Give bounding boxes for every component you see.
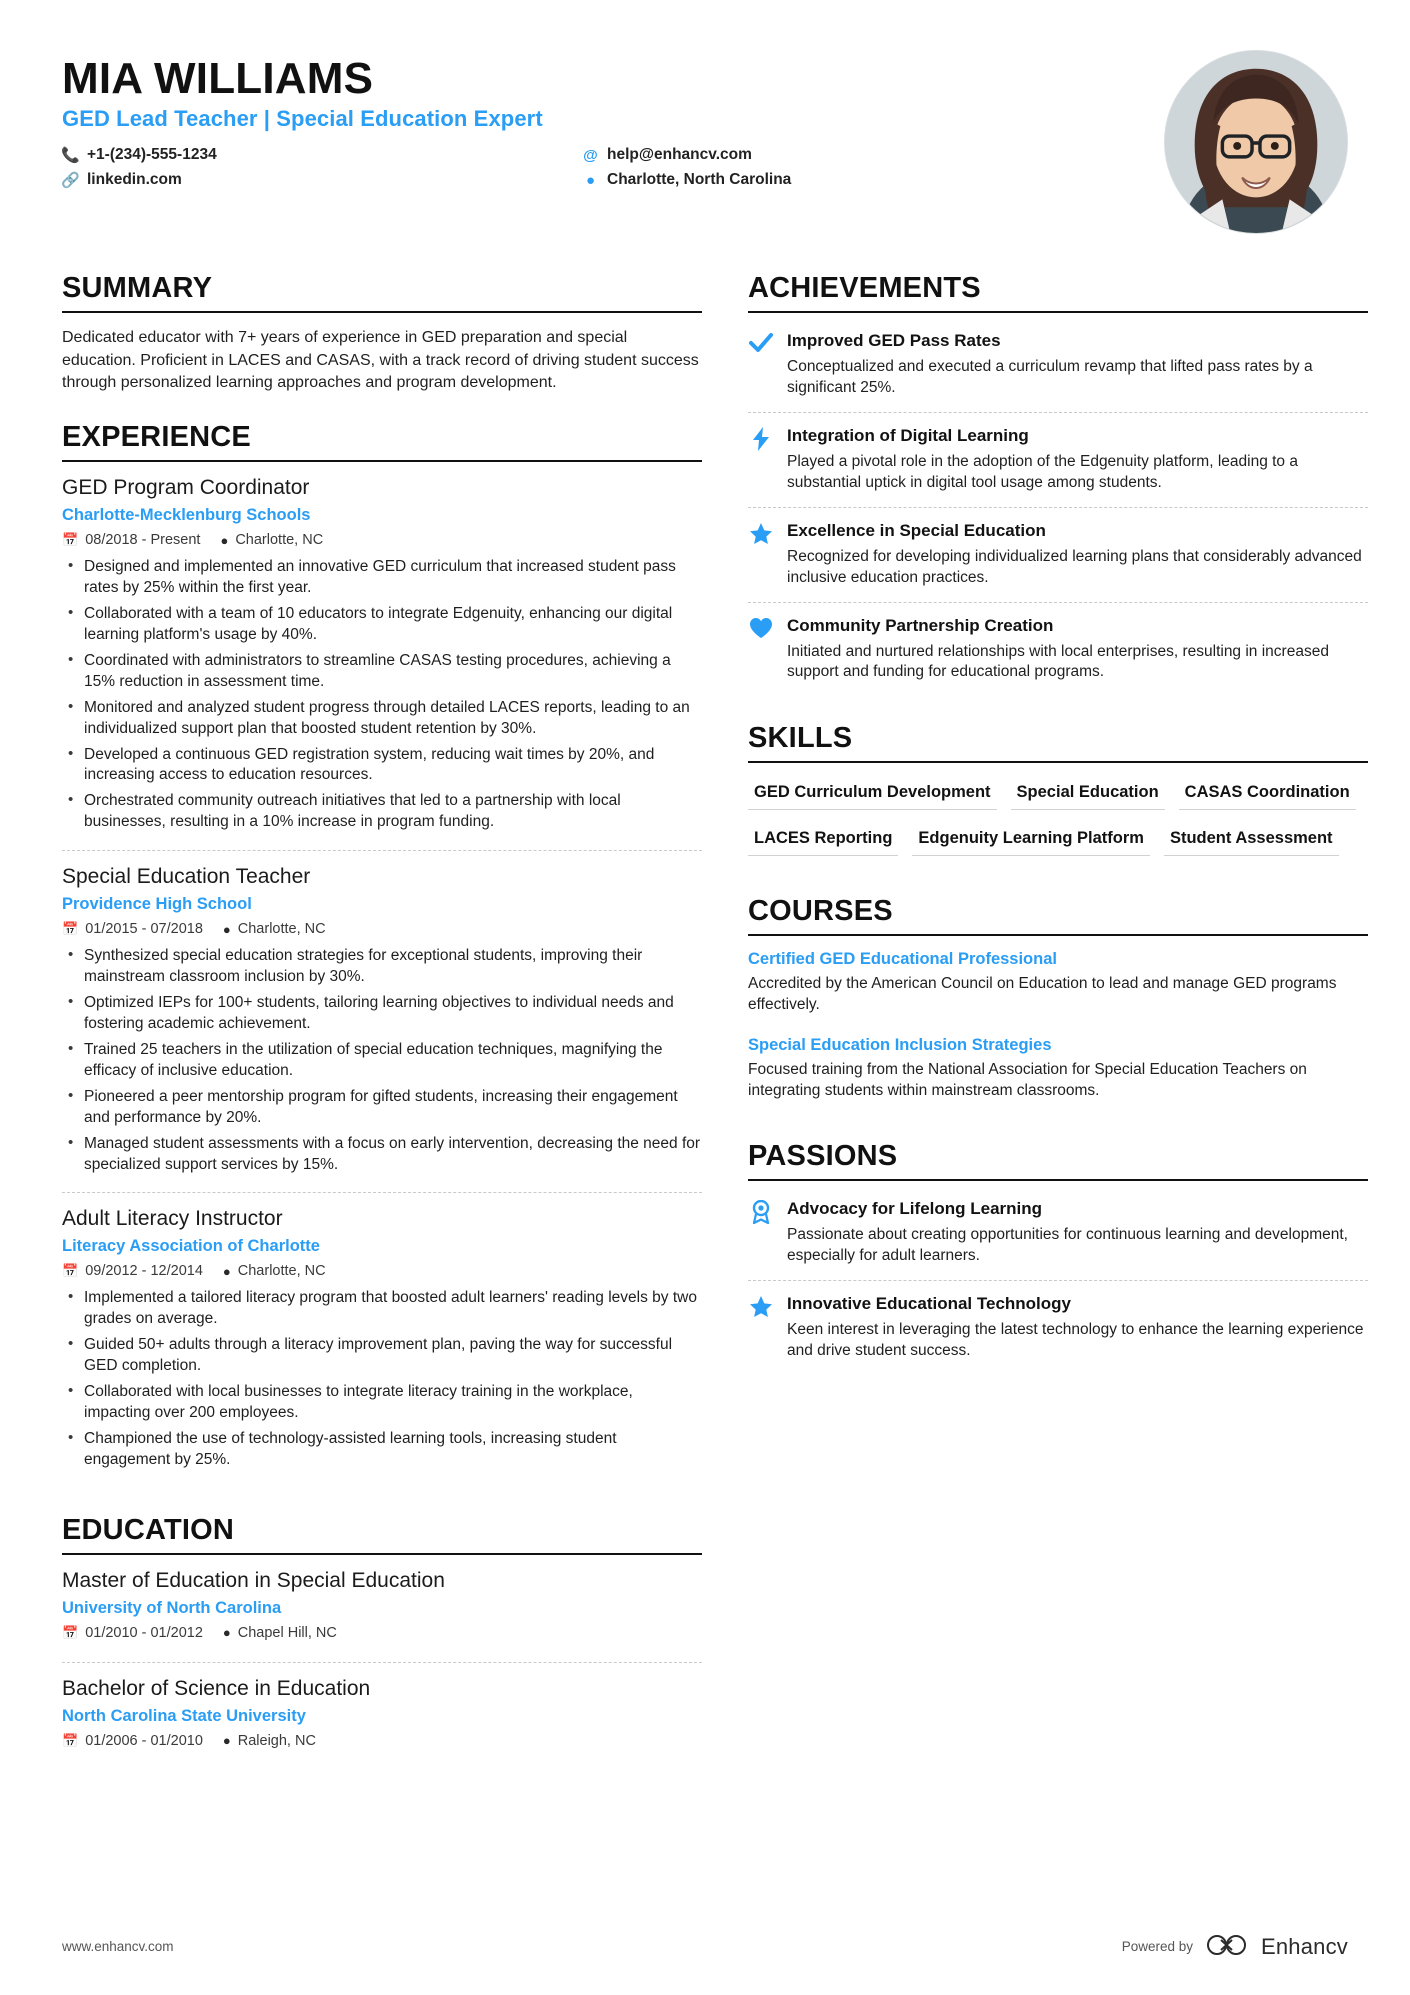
entry-location xyxy=(223,1263,326,1279)
location-icon: ● xyxy=(220,532,229,548)
course-desc: Accredited by the American Council on Education to lead and manage GED programs effectively. xyxy=(748,975,1337,1014)
location-icon: ● xyxy=(222,1263,231,1279)
medal-icon xyxy=(748,1199,774,1267)
location-icon: ● xyxy=(222,921,231,937)
experience-bullets xyxy=(62,1288,702,1470)
contact-location xyxy=(582,171,902,189)
avatar xyxy=(1164,50,1348,234)
bullet: • Developed a continuous GED registration system, reducing wait times by 20%, and increasing access to education resources. xyxy=(62,745,702,787)
experience-entry xyxy=(62,1192,702,1487)
experience-meta xyxy=(62,532,702,548)
achievement-title: Improved GED Pass Rates xyxy=(787,331,1001,350)
achievement-item xyxy=(748,412,1368,507)
skill-item: Edgenuity Learning Platform xyxy=(912,823,1150,856)
achievement-item xyxy=(748,327,1368,412)
calendar-icon: 📅 xyxy=(62,921,79,937)
summary-section xyxy=(62,272,702,395)
date-range xyxy=(62,532,200,548)
bullet: • Designed and implemented an innovative GED curriculum that increased student pass rates by 25% within the first year. xyxy=(62,557,702,599)
achievement-title: Excellence in Special Education xyxy=(787,520,1046,540)
date-range-text: 01/2015 - 07/2018 xyxy=(85,921,203,938)
achievement-item xyxy=(748,602,1368,697)
entry-location-text: Raleigh, NC xyxy=(237,1732,316,1749)
skill-item: Student Assessment xyxy=(1164,823,1339,856)
skill-item: CASAS Coordination xyxy=(1179,777,1356,810)
bullet: • Synthesized special education strategies for exceptional students, improving their mainstream classroom inclusion by 30%. xyxy=(62,946,702,988)
course-title: Special Education Inclusion Strategies xyxy=(748,1036,1052,1055)
experience-meta xyxy=(62,1263,702,1279)
star-badge-icon xyxy=(748,1294,774,1362)
contact-location-text: Charlotte, North Carolina xyxy=(607,171,792,189)
course-desc: Focused training from the National Association for Special Education Teachers on integrating students within mainstream classrooms. xyxy=(748,1061,1307,1100)
experience-org: Providence High School xyxy=(62,895,252,914)
contact-phone-text: +1-(234)-555-1234 xyxy=(87,146,217,164)
achievements-section xyxy=(748,272,1368,696)
bullet: • Guided 50+ adults through a literacy improvement plan, paving the way for successful GED completion. xyxy=(62,1335,702,1377)
experience-title: Adult Literacy Instructor xyxy=(62,1207,283,1231)
calendar-icon: 📅 xyxy=(62,532,79,548)
date-range-text: 08/2018 - Present xyxy=(85,532,201,549)
skill-item: Special Education xyxy=(1011,777,1165,810)
calendar-icon: 📅 xyxy=(62,1624,79,1640)
summary-text: Dedicated educator with 7+ years of experience in GED preparation and special education. Proficient in LACES and CASAS, with a track record of driving student success through personalized learning approaches and program development. xyxy=(62,329,699,392)
passion-title: Innovative Educational Technology xyxy=(787,1293,1072,1313)
contact-linkedin-text: linkedin.com xyxy=(87,171,182,189)
calendar-icon: 📅 xyxy=(62,1263,79,1279)
achievement-desc: Conceptualized and executed a curriculum revamp that lifted pass rates by a significant 25%. xyxy=(787,358,1313,396)
education-divider xyxy=(62,1553,702,1555)
bullet: • Optimized IEPs for 100+ students, tailoring learning objectives to individual needs and fostering academic achievement. xyxy=(62,993,702,1035)
enhancv-logo-icon xyxy=(1204,1932,1250,1961)
page-footer xyxy=(62,1932,1348,1961)
passions-heading: PASSIONS xyxy=(748,1140,898,1173)
education-entry xyxy=(62,1569,702,1662)
achievement-item xyxy=(748,507,1368,602)
bullet: • Championed the use of technology-assisted learning tools, increasing student engagement by 25%. xyxy=(62,1429,702,1471)
achievements-heading: ACHIEVEMENTS xyxy=(748,272,981,304)
brand-name: Enhancv xyxy=(1260,1933,1348,1959)
passion-item xyxy=(748,1280,1368,1375)
entry-location xyxy=(223,1733,316,1749)
achievement-title: Community Partnership Creation xyxy=(787,615,1054,635)
contact-list xyxy=(62,146,902,189)
bullet: • Collaborated with local businesses to integrate literacy training in the workplace, impacting over 200 employees. xyxy=(62,1382,702,1424)
course-item xyxy=(748,1028,1368,1114)
experience-title: GED Program Coordinator xyxy=(62,476,310,500)
bullet: • Coordinated with administrators to streamline CASAS testing procedures, achieving a 15% reduction in assessment time. xyxy=(62,651,702,693)
footer-site[interactable]: www.enhancv.com xyxy=(62,1939,174,1954)
experience-org: Charlotte-Mecklenburg Schools xyxy=(62,506,311,525)
summary-divider xyxy=(62,311,702,313)
entry-location xyxy=(223,1625,337,1641)
date-range xyxy=(62,921,203,937)
experience-entry xyxy=(62,476,702,850)
passion-desc: Passionate about creating opportunities for continuous learning and development, especially for adult learners. xyxy=(787,1226,1348,1264)
experience-bullets xyxy=(62,946,702,1175)
skills-list xyxy=(748,777,1368,869)
courses-heading: COURSES xyxy=(748,895,893,928)
contact-email-text: help@enhancv.com xyxy=(607,146,752,164)
bolt-icon xyxy=(748,426,774,494)
passion-item xyxy=(748,1195,1368,1280)
heart-icon xyxy=(748,616,774,684)
location-icon: ● xyxy=(222,1625,231,1641)
phone-icon: 📞 xyxy=(61,147,80,165)
achievement-title: Integration of Digital Learning xyxy=(787,425,1029,445)
education-section xyxy=(62,1514,702,1770)
bullet: • Monitored and analyzed student progress through detailed LACES reports, leading to an individualized support plan that boosted student retention by 30%. xyxy=(62,698,702,740)
page-title: MIA WILLIAMS xyxy=(62,54,374,103)
passion-desc: Keen interest in leveraging the latest technology to enhance the learning experience and drive student success. xyxy=(787,1320,1364,1359)
resume-header xyxy=(62,56,1348,246)
powered-by xyxy=(1122,1932,1348,1961)
left-column xyxy=(62,272,702,1796)
calendar-icon: 📅 xyxy=(62,1732,79,1748)
skills-heading: SKILLS xyxy=(748,722,853,755)
experience-divider xyxy=(62,460,702,462)
bullet: • Orchestrated community outreach initiatives that led to a partnership with local businesses, resulting in a 10% increase in program funding. xyxy=(62,791,702,833)
bullet: • Pioneered a peer mentorship program for gifted students, increasing their engagement and performance by 20%. xyxy=(62,1087,702,1129)
bullet: • Managed student assessments with a focus on early intervention, decreasing the need for specialized support services by 15%. xyxy=(62,1134,702,1176)
entry-location-text: Chapel Hill, NC xyxy=(237,1624,337,1641)
courses-section xyxy=(748,895,1368,1114)
date-range xyxy=(62,1733,203,1749)
date-range xyxy=(62,1625,203,1641)
education-heading: EDUCATION xyxy=(62,1513,235,1546)
location-icon: ● xyxy=(222,1733,231,1749)
skills-section xyxy=(748,722,1368,869)
education-title: Master of Education in Special Education xyxy=(62,1568,445,1592)
achievement-desc: Recognized for developing individualized learning plans that considerably advanced inclusive education practices. xyxy=(787,547,1362,586)
bullet: • Collaborated with a team of 10 educators to integrate Edgenuity, enhancing our digital learning platform's usage by 40%. xyxy=(62,604,702,646)
education-meta xyxy=(62,1733,702,1749)
passions-section xyxy=(748,1140,1368,1375)
bullet: • Trained 25 teachers in the utilization of special education techniques, magnifying the efficacy of inclusive education. xyxy=(62,1040,702,1082)
powered-by-label: Powered by xyxy=(1121,1939,1193,1954)
summary-heading: SUMMARY xyxy=(62,272,213,304)
courses-divider xyxy=(748,934,1368,936)
contact-email xyxy=(582,146,902,164)
email-icon: @ xyxy=(583,146,598,164)
experience-section xyxy=(62,421,702,1488)
education-org: University of North Carolina xyxy=(62,1598,282,1617)
experience-heading: EXPERIENCE xyxy=(62,421,251,454)
entry-location-text: Charlotte, NC xyxy=(237,1263,326,1280)
date-range xyxy=(62,1263,203,1279)
experience-meta xyxy=(62,921,702,937)
passions-divider xyxy=(748,1179,1368,1181)
link-icon: 🔗 xyxy=(61,172,80,190)
education-entry xyxy=(62,1662,702,1770)
achievement-desc: Played a pivotal role in the adoption of the Edgenuity platform, leading to a substantial uptick in digital tool usage among students. xyxy=(787,452,1298,491)
experience-bullets xyxy=(62,557,702,833)
entry-location-text: Charlotte, NC xyxy=(237,921,326,938)
experience-org: Literacy Association of Charlotte xyxy=(62,1237,320,1256)
skill-item: GED Curriculum Development xyxy=(748,777,997,810)
location-icon: ● xyxy=(585,171,596,189)
right-column xyxy=(748,272,1368,1796)
passion-title: Advocacy for Lifelong Learning xyxy=(787,1199,1043,1219)
entry-location xyxy=(220,532,323,548)
education-org: North Carolina State University xyxy=(62,1706,306,1725)
course-item xyxy=(748,950,1368,1028)
education-meta xyxy=(62,1625,702,1641)
bullet: • Implemented a tailored literacy program that boosted adult learners' reading levels by two grades on average. xyxy=(62,1288,702,1330)
education-title: Bachelor of Science in Education xyxy=(62,1676,371,1700)
skill-item: LACES Reporting xyxy=(748,823,898,856)
entry-location-text: Charlotte, NC xyxy=(235,532,324,549)
course-title: Certified GED Educational Professional xyxy=(748,950,1057,969)
skills-divider xyxy=(748,761,1368,763)
date-range-text: 01/2006 - 01/2010 xyxy=(85,1732,203,1749)
date-range-text: 09/2012 - 12/2014 xyxy=(85,1263,203,1280)
experience-entry xyxy=(62,850,702,1192)
check-icon xyxy=(748,331,774,399)
star-icon xyxy=(748,521,774,589)
achievements-divider xyxy=(748,311,1368,313)
contact-linkedin[interactable] xyxy=(62,171,582,189)
experience-title: Special Education Teacher xyxy=(62,865,311,889)
job-title: GED Lead Teacher | Special Education Expert xyxy=(62,106,543,132)
achievement-desc: Initiated and nurtured relationships with local enterprises, resulting in increased support and funding for educational programs. xyxy=(787,642,1329,681)
contact-phone xyxy=(62,146,582,164)
entry-location xyxy=(223,921,326,937)
date-range-text: 01/2010 - 01/2012 xyxy=(85,1624,203,1641)
